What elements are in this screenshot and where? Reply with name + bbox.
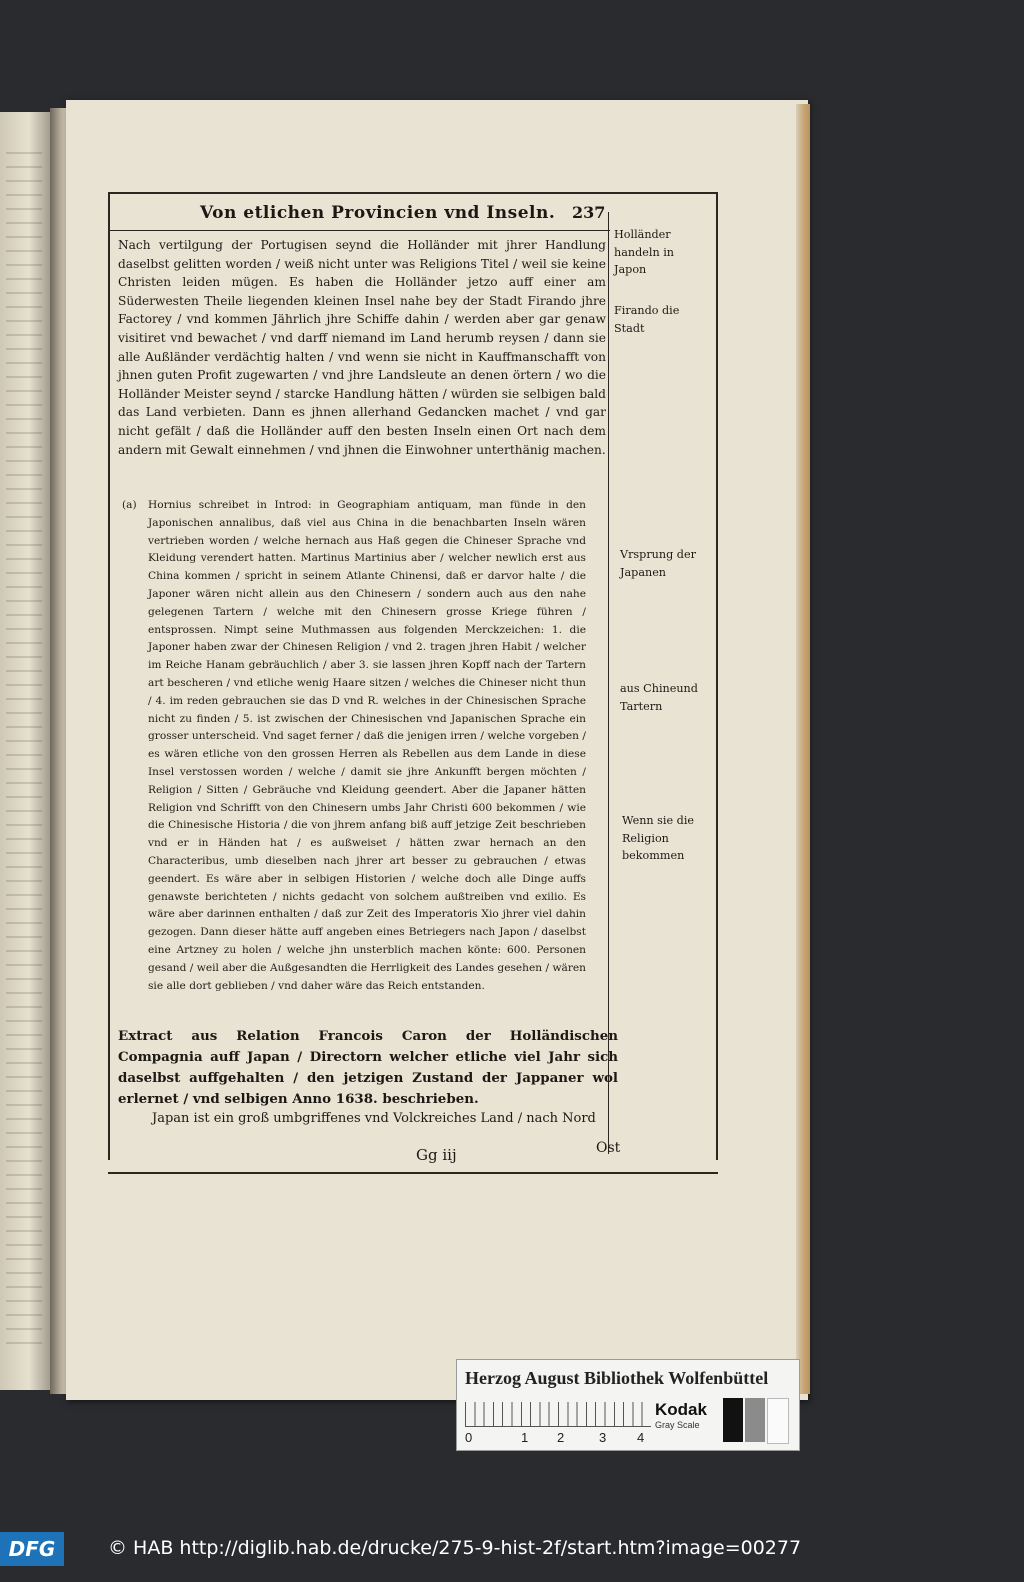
white-patch <box>767 1398 789 1444</box>
gray-scale-label: Gray Scale <box>655 1420 700 1430</box>
scale-ruler <box>465 1402 651 1427</box>
body-paragraph: Nach vertilgung der Portugisen seynd die Holländer mit jhrer Handlung daselbst gelitten worden / weiß nicht unter was Religions Titel / weil sie keine Christen leiden mügen. Es haben die Holländer jetzo auff einer am Süderwesten Theile liegenden kleinen Insel nahe bey der Stadt Firando jhre Factorey / vnd kommen Jährlich jhre Schiffe dahin / werden aber gar genaw visitiret vnd bewachet / vnd darff niemand im Land herumb reysen / dann sie alle Außländer verdächtig halten / vnd wenn sie nicht in Kauffmanschafft von jhnen guten Profit zugewarten / vnd jhre Landsleute an denen örtern / wo die Holländer Meister seynd / starcke Handlung hätten / würden sie selbigen bald das Land verbieten. Dann es jhnen allerhand Gedancken machet / vnd gar nicht gefält / daß die Holländer auff den besten Inseln einen Ort nach dem andern mit Gewalt einnehmen / vnd jhnen die Einwohner unterthänig machen. <box>118 238 606 457</box>
footnote-marker: (a) <box>122 499 137 511</box>
color-calibration-bar <box>456 1359 800 1451</box>
margin-note: Firando die Stadt <box>614 304 680 335</box>
ruler-tick-label: 4 <box>637 1430 645 1445</box>
frame-bottom-rule <box>108 1172 718 1174</box>
margin-note: Vrsprung der Japanen <box>620 548 696 579</box>
signature-mark: Gg iij <box>416 1146 457 1164</box>
margin-column-rule <box>608 212 609 1154</box>
facing-page-edge <box>0 112 52 1390</box>
header-rule <box>108 230 610 231</box>
page-fore-edge <box>796 104 810 1394</box>
footnote-text: Hornius schreibet in Introd: in Geographiam antiquam, man fünde in den Japonischen annalibus, daß viel aus China in die benachbarten Inseln wären vertrieben worden / welche hernach aus Haß gegen die Chineser Sprache vnd Kleidung verendert hatten. Martinus Martinius aber / welcher newlich erst aus China kommen / spricht in seinem Atlante Chinensi, daß er darvor halte / die Japoner wären nicht allein aus den Chinesern / sondern auch aus den nahe gelegenen Tartern / welche mit den Chinesern grosse Kriege führen / entsprossen. Nimpt seine Muthmassen aus folgenden Merckzeichen: 1. die Japoner haben zwar der Chinesen Religion / vnd 2. tragen jhren Habit / welcher im Reiche Hanam gebräuchlich / aber 3. sie lassen jhren Kopff nach der Tartern art bescheren / vnd etliche wenig Haare sitzen / welches die Chineser nicht thun / 4. im reden gebrauchen sie das D vnd R. welches in der Chinesischen Sprache nicht zu finden / 5. ist zwischen der Chinesischen vnd Japanischen Sprache ein grosser unterscheid. Vnd saget ferner / daß die jenigen irren / welche vorgeben / es wären etliche von den grossen Herren als Rebellen aus dem Lande in diese Insel verstossen worden / welche / damit sie jhre Ankunfft bergen möchten / Religion / Sitten / Gebräuche vnd Kleidung geendert. Aber die Japaner hätten Religion vnd Schrifft von den Chinesern umbs Jahr Christi 600 bekommen / wie die Chinesische Historia / die von jhrem anfang biß auff jetzige Zeit beschrieben vnd er in Händen hat / es außweiset / hätten zwar hernach an den Characteribus, umb dieselben nach jhrer art besser zu gebrauchen / etwas geendert. Es wäre aber in selbigen Historien / welche doch alle Dinge auffs genawste berichteten / nichts gedacht von solchem außtreiben vnd exilio. Es wäre aber darinnen enthalten / daß zur Zeit des Imperatoris Xio jhrer viel dahin gezogen. Dann dieser hätte auff angeben eines Betriegers nach Japon / daselbst eine Artzney zu holen / welche jhn unsterblich machen könte: 600. Personen gesand / weil aber die Außgesandten die Herrligkeit des Landes gesehen / wären sie alle dort geblieben / vnd daher wäre das Reich entstanden. <box>148 499 586 992</box>
kodak-logo: Kodak <box>655 1400 707 1419</box>
source-url[interactable]: © HAB http://diglib.hab.de/drucke/275-9-hist-2f/start.htm?image=00277 <box>108 1537 802 1559</box>
margin-note: aus Chineund Tartern <box>620 682 698 713</box>
ruler-tick-label: 3 <box>599 1430 607 1445</box>
extract-heading: Extract aus Relation Francois Caron der Holländischen Compagnia auff Japan / Directorn welcher etliche viel Jahr sich daselbst auffgehalten / den jetzigen Zustand der Jappaner wol erlernet / vnd selbigen Anno 1638. beschrieben. <box>118 1028 618 1107</box>
margin-note: Wenn sie die Religion bekommen <box>622 814 695 862</box>
dfg-logo: DFG <box>0 1532 64 1566</box>
running-head: Von etlichen Provincien vnd Inseln. <box>200 203 556 223</box>
margin-note: Holländer handeln in Japon <box>614 228 674 276</box>
page-number: 237 <box>572 203 606 222</box>
ruler-tick-label: 0 <box>465 1430 473 1445</box>
catchword: Ost <box>596 1140 621 1156</box>
ruler-tick-label: 1 <box>521 1430 529 1445</box>
black-patch <box>723 1398 743 1442</box>
ruler-tick-label: 2 <box>557 1430 565 1445</box>
library-name: Herzog August Bibliothek Wolfenbüttel <box>465 1368 769 1388</box>
extract-first-line: Japan ist ein groß umbgriffenes vnd Volckreiches Land / nach Nord <box>152 1111 596 1126</box>
gray-patch <box>745 1398 765 1442</box>
